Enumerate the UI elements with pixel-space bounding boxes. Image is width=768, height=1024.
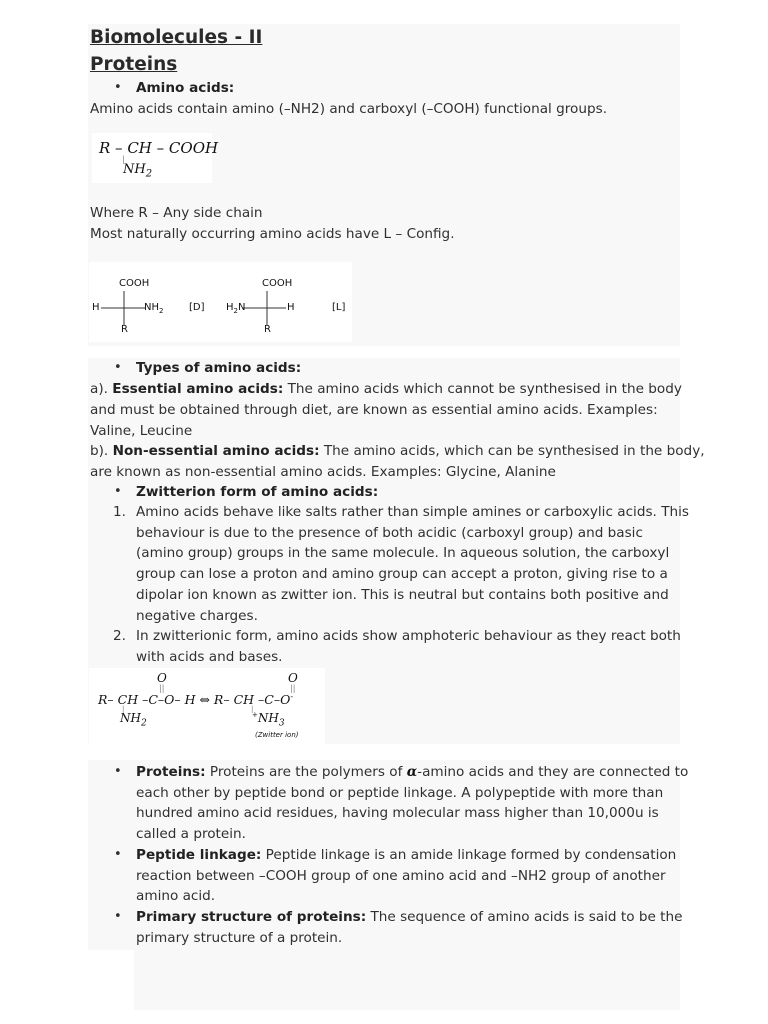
bullet: • <box>114 909 122 924</box>
configuration-figure <box>89 262 352 342</box>
types-heading: Types of amino acids: <box>136 360 302 376</box>
zw-p2-l2: with acids and bases. <box>136 649 283 665</box>
amino-heading: Amino acids: <box>136 80 235 96</box>
eq-nh3: $^+NH_3$ <box>252 711 285 729</box>
d-cooh: COOH <box>119 278 150 289</box>
eq-bond-right: | <box>251 705 254 713</box>
config-text: Most naturally occurring amino acids have L – Config. <box>90 226 455 242</box>
eq-o-left: O <box>157 671 167 685</box>
l-cooh: COOH <box>262 278 293 289</box>
content-panel-tail <box>134 950 680 1010</box>
bullet: • <box>114 484 122 499</box>
l-h: H <box>287 302 295 313</box>
proteins-line-2: each other by peptide bond or peptide linkage. A polypeptide with more than <box>136 785 664 801</box>
d-r: R <box>121 324 128 335</box>
peptide-line-1: Peptide linkage: Peptide linkage is an amide linkage formed by condensation <box>136 847 677 863</box>
list-number-2: 2. <box>113 628 126 644</box>
primary-line-2: primary structure of a protein. <box>136 930 343 946</box>
fischer-crosses <box>89 262 352 342</box>
d-label: [D] <box>189 302 205 313</box>
eq-caption: (Zwitter ion) <box>255 731 299 739</box>
proteins-line-4: called a protein. <box>136 826 246 842</box>
bullet: • <box>114 80 122 95</box>
eq-o-right: O <box>288 671 298 685</box>
eq-main: R– CH –C–O– H ⇔ R– CH –C–O- <box>98 692 294 708</box>
zwitterion-equation-figure <box>89 668 325 744</box>
essential-line-3: Valine, Leucine <box>90 423 193 439</box>
eq-dbond-left: || <box>159 684 165 693</box>
nonessential-line-1: b). Non-essential amino acids: The amino acids, which can be synthesised in the body, <box>90 443 705 459</box>
essential-line-1: a). Essential amino acids: The amino acids which cannot be synthesised in the body <box>90 381 682 397</box>
zw-p1-l6: negative charges. <box>136 608 258 624</box>
zw-p1-l4: group can lose a proton and amino group can accept a proton, giving rise to a <box>136 566 668 582</box>
l-h2n: $H_2N$ <box>226 302 246 315</box>
nonessential-line-2: are known as non-essential amino acids. Examples: Glycine, Alanine <box>90 464 556 480</box>
amino-intro: Amino acids contain amino (–NH2) and carboxyl (–COOH) functional groups. <box>90 101 608 117</box>
eq-nh2: $NH_2$ <box>120 711 147 729</box>
eq-dbond-right: || <box>290 684 296 693</box>
zw-p1-l3: (amino group) groups in the same molecule. In aqueous solution, the carboxyl <box>136 545 670 561</box>
formula-bottom: $NH_2$ <box>123 162 153 180</box>
list-number-1: 1. <box>113 504 126 520</box>
d-h: H <box>92 302 100 313</box>
bullet: • <box>114 360 122 375</box>
section-title: Proteins <box>90 54 178 75</box>
where-text: Where R – Any side chain <box>90 205 263 221</box>
formula-top: R – CH – COOH <box>99 139 219 157</box>
peptide-line-3: amino acid. <box>136 888 216 904</box>
l-r: R <box>264 324 271 335</box>
zwitterion-heading: Zwitterion form of amino acids: <box>136 484 379 500</box>
proteins-line-3: hundred amino acid residues, having molecular mass higher than 10,000u is <box>136 805 659 821</box>
primary-line-1: Primary structure of proteins: The sequence of amino acids is said to be the <box>136 909 683 925</box>
bullet: • <box>114 847 122 862</box>
essential-line-2: and must be obtained through diet, are known as essential amino acids. Examples: <box>90 402 658 418</box>
zw-p1-l5: dipolar ion known as zwitter ion. This is neutral but contains both positive and <box>136 587 669 603</box>
peptide-line-2: reaction between –COOH group of one amino acid and –NH2 group of another <box>136 868 666 884</box>
eq-bond-left: | <box>122 705 125 713</box>
amino-formula-figure <box>92 133 219 183</box>
bullet: • <box>114 764 122 779</box>
zw-p1-l2: behaviour is due to the presence of both acidic (carboxyl group) and basic <box>136 525 643 541</box>
formula-bond: | <box>122 155 125 164</box>
zw-p2-l1: In zwitterionic form, amino acids show amphoteric behaviour as they react both <box>136 628 681 644</box>
l-label: [L] <box>332 302 346 313</box>
proteins-line-1: Proteins: Proteins are the polymers of α-amino acids and they are connected to <box>136 764 689 780</box>
d-nh2: $NH_2$ <box>144 302 164 315</box>
page-title: Biomolecules - II <box>90 27 263 48</box>
zw-p1-l1: Amino acids behave like salts rather than simple amines or carboxylic acids. This <box>136 504 689 520</box>
